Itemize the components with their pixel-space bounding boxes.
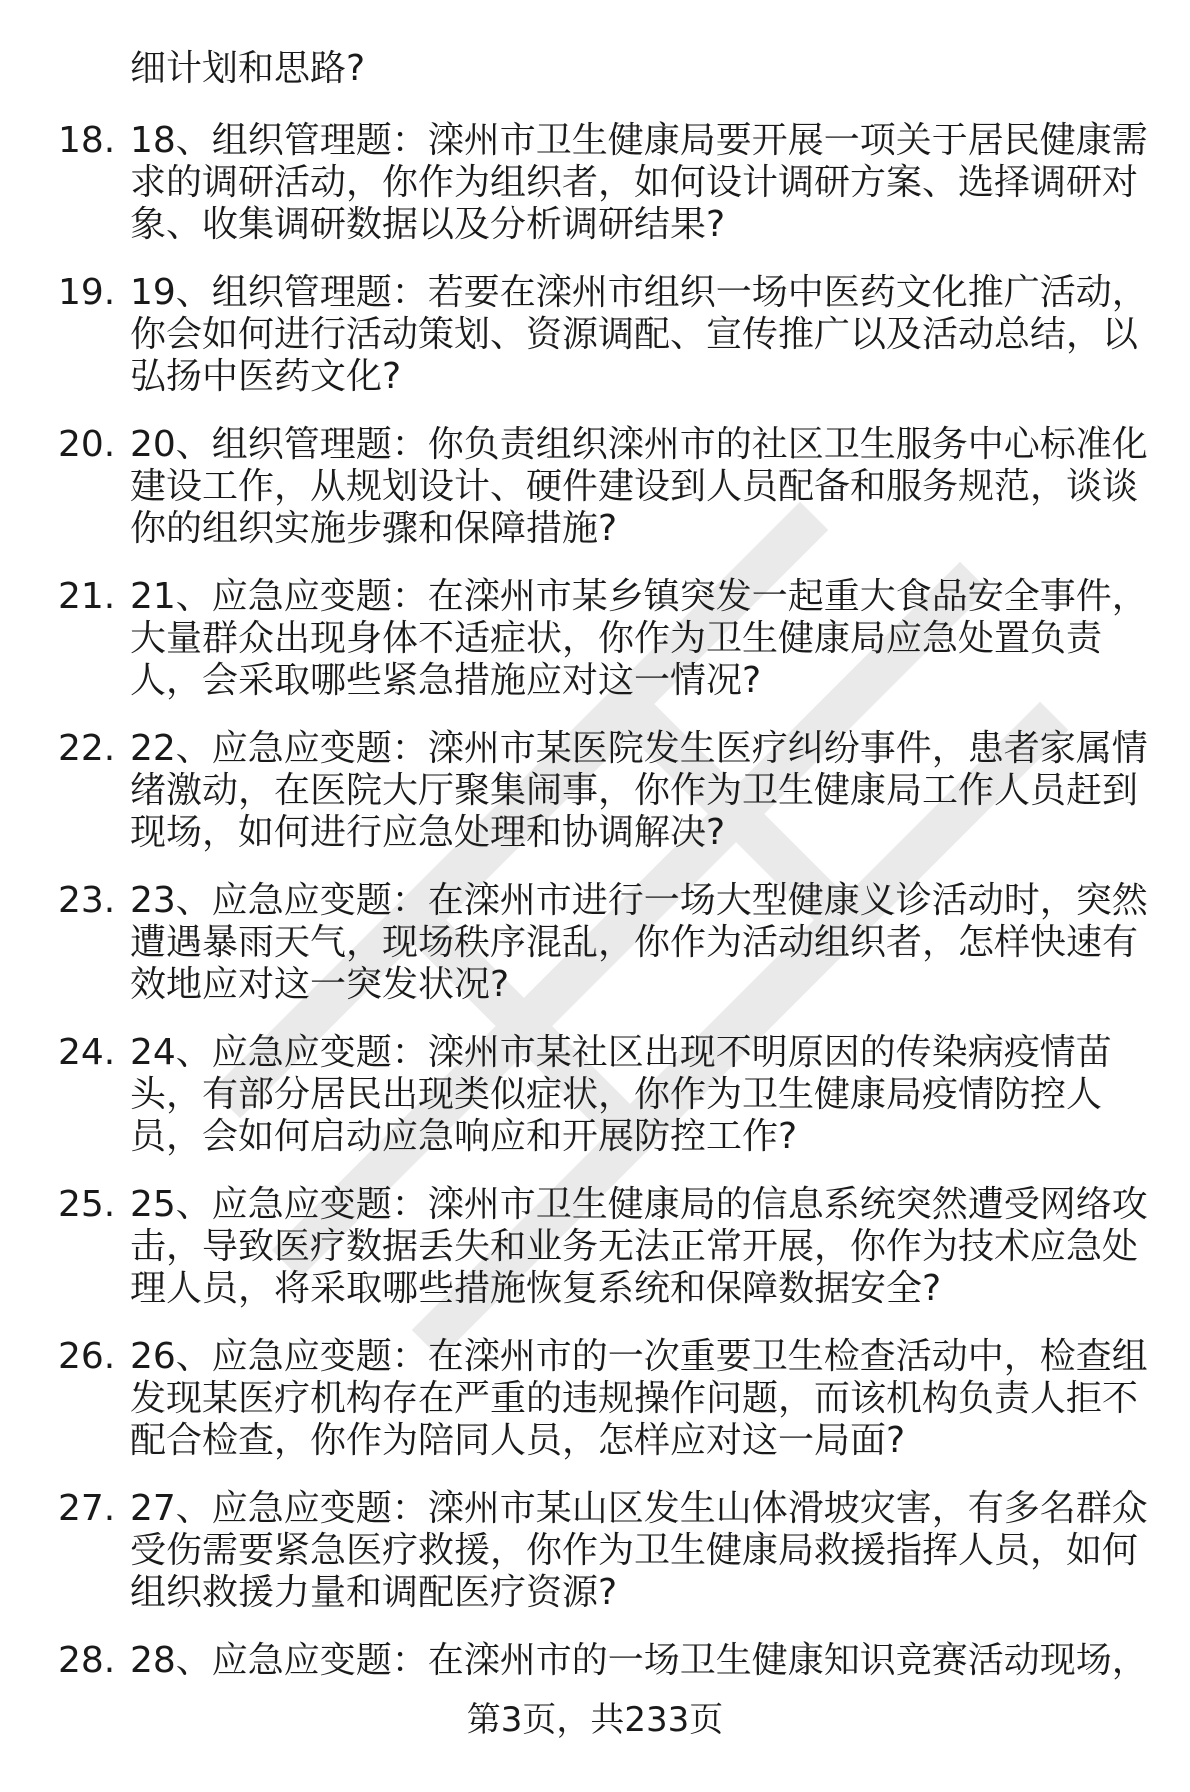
question-item <box>0 1032 1190 1162</box>
question-text: 28、应急应变题：在滦州市的一场卫生健康知识竞赛活动现场， <box>130 1640 1148 1681</box>
question-text: 19、组织管理题：若要在滦州市组织一场中医药文化推广活动，你会如何进行活动策划、资源调配、宣传推广以及活动总结，以弘扬中医药文化? <box>130 272 1148 397</box>
question-number: 26. <box>58 1336 116 1377</box>
question-text: 27、应急应变题：滦州市某山区发生山体滑坡灾害，有多名群众受伤需要紧急医疗救援，你作为卫生健康局救援指挥人员，如何组织救援力量和调配医疗资源? <box>130 1488 1148 1613</box>
page-footer: 第3页，共233页 <box>466 1700 724 1740</box>
question-item <box>0 1336 1190 1466</box>
question-item <box>0 424 1190 554</box>
question-text: 18、组织管理题：滦州市卫生健康局要开展一项关于居民健康需求的调研活动，你作为组织者，如何设计调研方案、选择调研对象、收集调研数据以及分析调研结果? <box>130 120 1148 245</box>
question-text: 23、应急应变题：在滦州市进行一场大型健康义诊活动时，突然遭遇暴雨天气，现场秩序混乱，你作为活动组织者，怎样快速有效地应对这一突发状况? <box>130 880 1148 1005</box>
question-number: 23. <box>58 880 116 921</box>
question-number: 22. <box>58 728 116 769</box>
question-number: 25. <box>58 1184 116 1225</box>
question-text: 20、组织管理题：你负责组织滦州市的社区卫生服务中心标准化建设工作，从规划设计、硬件建设到人员配备和服务规范，谈谈你的组织实施步骤和保障措施? <box>130 424 1148 549</box>
question-text: 24、应急应变题：滦州市某社区出现不明原因的传染病疫情苗头，有部分居民出现类似症状，你作为卫生健康局疫情防控人员，会如何启动应急响应和开展防控工作? <box>130 1032 1112 1157</box>
question-number: 19. <box>58 272 116 313</box>
question-item <box>0 728 1190 858</box>
question-number: 18. <box>58 120 116 161</box>
question-number: 24. <box>58 1032 116 1073</box>
question-item <box>0 1488 1190 1618</box>
question-number: 20. <box>58 424 116 465</box>
question-text: 26、应急应变题：在滦州市的一次重要卫生检查活动中，检查组发现某医疗机构存在严重的违规操作问题，而该机构负责人拒不配合检查，你作为陪同人员，怎样应对这一局面? <box>130 1336 1148 1461</box>
question-text: 21、应急应变题：在滦州市某乡镇突发一起重大食品安全事件，大量群众出现身体不适症状，你作为卫生健康局应急处置负责人，会采取哪些紧急措施应对这一情况? <box>130 576 1148 701</box>
question-item <box>0 1184 1190 1314</box>
question-item <box>0 120 1190 250</box>
question-list <box>0 120 1190 1792</box>
question-item <box>0 272 1190 402</box>
question-number: 28. <box>58 1640 116 1681</box>
question-number: 21. <box>58 576 116 617</box>
continuation-text: 细计划和思路? <box>130 48 366 89</box>
question-text: 25、应急应变题：滦州市卫生健康局的信息系统突然遭受网络攻击，导致医疗数据丢失和业务无法正常开展，你作为技术应急处理人员，将采取哪些措施恢复系统和保障数据安全? <box>130 1184 1148 1309</box>
question-item <box>0 880 1190 1010</box>
question-text: 22、应急应变题：滦州市某医院发生医疗纠纷事件，患者家属情绪激动，在医院大厅聚集闹事，你作为卫生健康局工作人员赶到现场，如何进行应急处理和协调解决? <box>130 728 1148 853</box>
question-item <box>0 576 1190 706</box>
question-number: 27. <box>58 1488 116 1529</box>
